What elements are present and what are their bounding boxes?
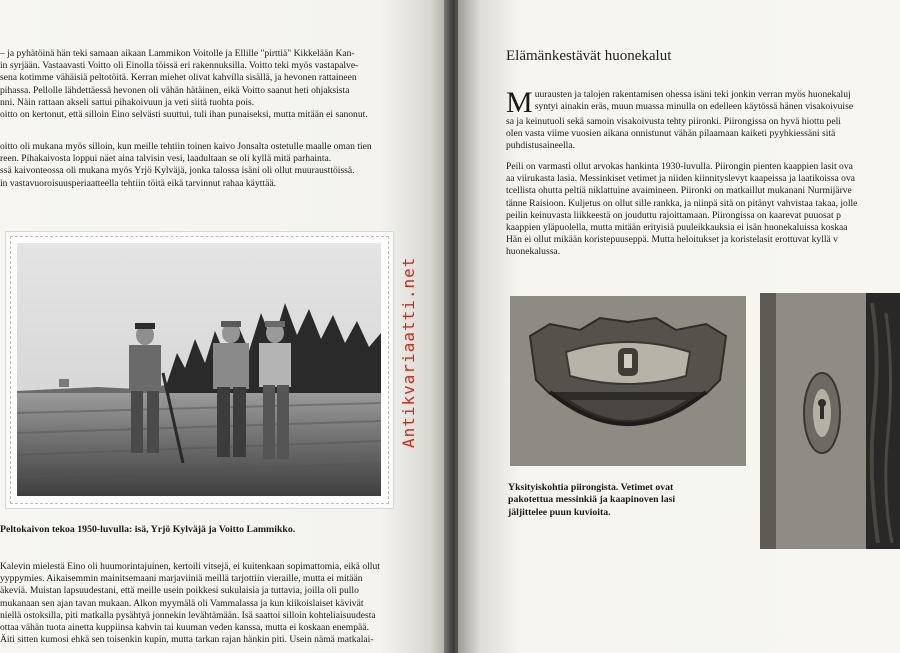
text-line: Peili on varmasti ollut arvokas hankinta 1930-luvulla. Piirongin pienten kaappien lasit ova (506, 161, 853, 172)
right-paragraph-2 (506, 161, 857, 259)
text-line: pihassa. Pellolle lähdettäessä hevonen oli vähän hätäinen, eikä Voitto saanut heti ohjaksista (0, 84, 350, 96)
text-line: Äiti sitten kumosi ehkä sen toisenkin kupin, mutta tarkan rajan hänkin piti. Usein nämä matkalai- (0, 634, 374, 646)
text-line: – ja pyhätöinä hän teki samaan aikaan Lammikon Voitolle ja Ellille "pirttiä" Kikkelään Kan- (0, 48, 355, 59)
text-line: oitto oli mukana myös silloin, kun meille tehtiin toinen kaivo Jonsalta ostetulle maalle oman tien (0, 141, 372, 152)
photo-image (760, 293, 900, 549)
text-line: huonekalussa. (506, 246, 561, 258)
text-line: oitto on kertonut, että silloin Eino selvästi suuttui, tuli ihan punaiseksi, mutta mitään ei sanonut. (0, 109, 368, 121)
photo-caption-right (508, 482, 675, 519)
text-line: mukanaan sen ajan tavan mukaan. Alkon myymälä oli Vammalassa ja kun kiikoislaiset kävivät (0, 597, 364, 609)
text-line: yyppymies. Aikaisemmin mainitsemaani marjaviiniä meillä tarjottiin vieraille, mutta ei mitään (0, 573, 363, 585)
text-line: reen. Pihakaivosta loppui näet aina talvisin vesi, laadultaan se oli kyllä mitä parhainta. (0, 153, 332, 165)
text-line: in vastavuoroisuusperiaatteella tehtiin töitä eikä tarvinnut rahaa käyttää. (0, 177, 276, 189)
text-line: Kalevin mielestä Eino oli huumorintajuinen, kertoili vitsejä, ei kuitenkaan sopimattomia, eikä ollut (0, 561, 380, 572)
text-line: in syrjään. Vastaavasti Voitto oli Einolla töissä eri rakennuksilla. Voitto teki myös vastapalve- (0, 60, 359, 72)
text-line: peilin keinuvasta liikkeestä on jouduttu rajoittamaan. Piirongissa on kaarevat puuosat p (506, 209, 841, 221)
left-page (0, 0, 448, 653)
text-line: uurausten ja talojen rakentamisen ohessa isäni teki jonkin verran myös huonekaluj (534, 89, 851, 100)
right-paragraph-1 (506, 86, 854, 153)
right-page (458, 0, 900, 653)
caption-line: jäljittelee puun kuvioita. (508, 506, 611, 518)
cabinet-door-photo (760, 293, 900, 549)
field-well-photo (10, 236, 389, 504)
brass-handle-photo (510, 296, 746, 466)
caption-line: pakotettua messinkiä ja kaapinoven lasi (508, 494, 676, 506)
photo-image (17, 243, 381, 496)
text-line: tcellista ohutta peltiä niklattuine avaimineen. Piironki on matkaillut mukanani Nurmijärve (506, 185, 852, 197)
text-line: sena kotimme vähäisiä peltotöitä. Kerran miehet olivat kahvilla sisällä, ja hevonen rattaineen (0, 72, 357, 84)
drop-cap: M (506, 86, 533, 119)
text-line: tänne Raisioon. Kuljetus on ollut sille rankka, ja niinpä sitä on pitänyt vahvistaa takaa, jolle (506, 197, 858, 209)
text-line: Hän ei ollut mikään koristepuuseppä. Mutta heloitukset ja koristelasit erottuvat kyllä v (506, 234, 838, 246)
watermark-text: Antikvariaatti.net (399, 256, 418, 448)
section-heading: Elämänkestävät huonekalut (506, 48, 672, 64)
photo-image (510, 296, 746, 466)
text-line: ottaa vähän tuota ainetta kuppiinsa kahvin tai kuuman veden kanssa, mutta ei koskaan enempää. (0, 622, 369, 634)
text-line: ssä kaivonteossa oli mukana myös Yrjö Kylväjä, jonka talossa isäni oli ollut muurausttöissä. (0, 165, 355, 177)
text-line: äkeviä. Muistan lapsuudestani, että meille usein poikkesi sukulaisia ja tuttavia, joilla oli pullo (0, 585, 359, 597)
text-line: nni. Näin rattaan akseli sattui pihakoivuun ja veti siitä tuohta pois. (0, 96, 255, 108)
text-line: syntyi ainakin eräs, muun muassa minulla on edelleen käytössä hänen visakoivuise (534, 101, 854, 113)
left-paragraph-1 (0, 48, 368, 121)
left-paragraph-3 (0, 561, 380, 646)
text-line: sa ja keinutuoli sekä samoin visakoivusta tehty piironki. Piirongissa on hyvä hiottu peli (506, 116, 841, 127)
text-line: aa viirukasta lasia. Messinkiset vetimet ja niiden kiinnityslevyt kaapeissa ja laatikoissa ova (506, 173, 856, 185)
text-line: olen vasta viime vuosien aikana onnistunut vähän pilaamaan kaiketi pyyhkiessäni sitä (506, 128, 836, 140)
caption-line: Yksityiskohtia piirongista. Vetimet ovat (508, 482, 674, 493)
text-line: puhdistusaineella. (506, 140, 576, 152)
photo-caption: Peltokaivon tekoa 1950-luvulla: isä, Yrjö Kylväjä ja Voitto Lammikko. (0, 524, 296, 535)
text-line: niellä ostoksilla, piti matkalla pysähtyä jonnekin levähtämään. Isä saattoi silloin kohteliaisuudesta (0, 609, 376, 621)
text-line: kaappien yläpuolella, mutta mitään erityisiä puuleikkauksia ei isän huonekaluissa koskaa (506, 222, 848, 234)
left-paragraph-2 (0, 141, 372, 190)
